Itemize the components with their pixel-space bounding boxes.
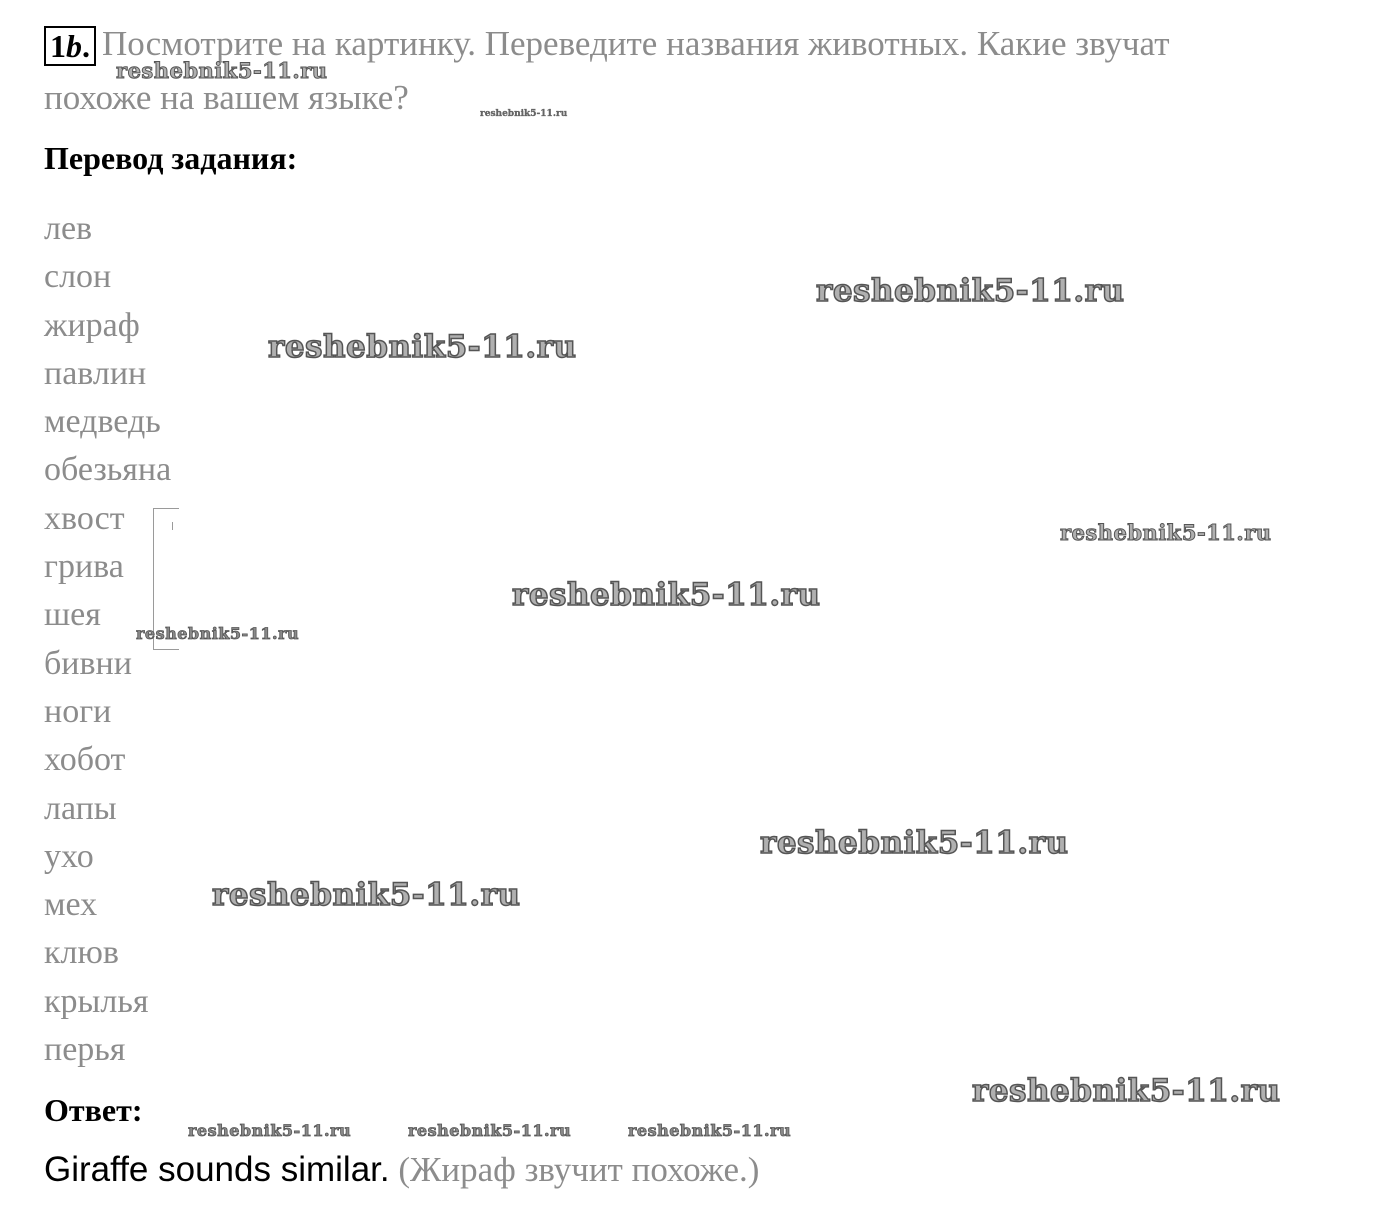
- answer-heading: Ответ:: [44, 1092, 143, 1128]
- word-item: медведь: [44, 403, 161, 441]
- task-number-box: [44, 26, 96, 66]
- translation-heading: Перевод задания:: [44, 140, 298, 176]
- word-item: клюв: [44, 934, 119, 972]
- task-letter: b: [66, 28, 82, 64]
- word-item: лев: [44, 210, 93, 247]
- word-item: крылья: [44, 982, 149, 1020]
- task-number-dot: .: [82, 28, 90, 64]
- watermark: reshebnik5-11.ru: [212, 877, 521, 913]
- watermark: reshebnik5-11.ru: [760, 825, 1069, 861]
- watermark: reshebnik5-11.ru: [628, 1121, 792, 1140]
- word-item: обезьяна: [44, 451, 172, 489]
- watermark: reshebnik5-11.ru: [116, 58, 328, 83]
- watermark: reshebnik5-11.ru: [972, 1073, 1281, 1109]
- word-item: слон: [44, 258, 112, 296]
- word-item: мех: [44, 886, 98, 924]
- word-item: ноги: [44, 692, 112, 730]
- answer-text-en: Giraffe sounds similar.: [44, 1150, 390, 1189]
- task-number: 1: [50, 28, 66, 64]
- watermark: reshebnik5-11.ru: [136, 624, 300, 643]
- word-item: жираф: [44, 306, 140, 344]
- answer-text-ru: (Жираф звучит похоже.): [398, 1150, 760, 1189]
- watermark: reshebnik5-11.ru: [512, 577, 821, 613]
- task-text-line-2: похоже на вашем языке?: [44, 78, 409, 117]
- answer-text: [44, 1152, 759, 1187]
- task-text-line-1: Посмотрите на картинку. Переведите названия животных. Какие звучат: [102, 24, 1170, 63]
- word-item: бивни: [44, 644, 132, 682]
- watermark: reshebnik5-11.ru: [408, 1121, 572, 1140]
- word-item: хобот: [44, 741, 126, 779]
- word-item: перья: [44, 1031, 126, 1069]
- word-item: шея: [44, 596, 101, 634]
- watermark: reshebnik5-11.ru: [816, 273, 1125, 309]
- word-item: павлин: [44, 354, 147, 392]
- watermark: reshebnik5-11.ru: [268, 329, 577, 365]
- word-item: лапы: [44, 789, 117, 827]
- word-item: хвост: [44, 499, 125, 537]
- word-item: ухо: [44, 837, 94, 875]
- task-statement-line-2: [44, 80, 409, 115]
- watermark: reshebnik5-11.ru: [188, 1121, 352, 1140]
- bracket-tick: [172, 522, 173, 530]
- watermark: reshebnik5-11.ru: [480, 109, 568, 119]
- watermark: reshebnik5-11.ru: [1060, 520, 1272, 545]
- word-item: грива: [44, 548, 124, 586]
